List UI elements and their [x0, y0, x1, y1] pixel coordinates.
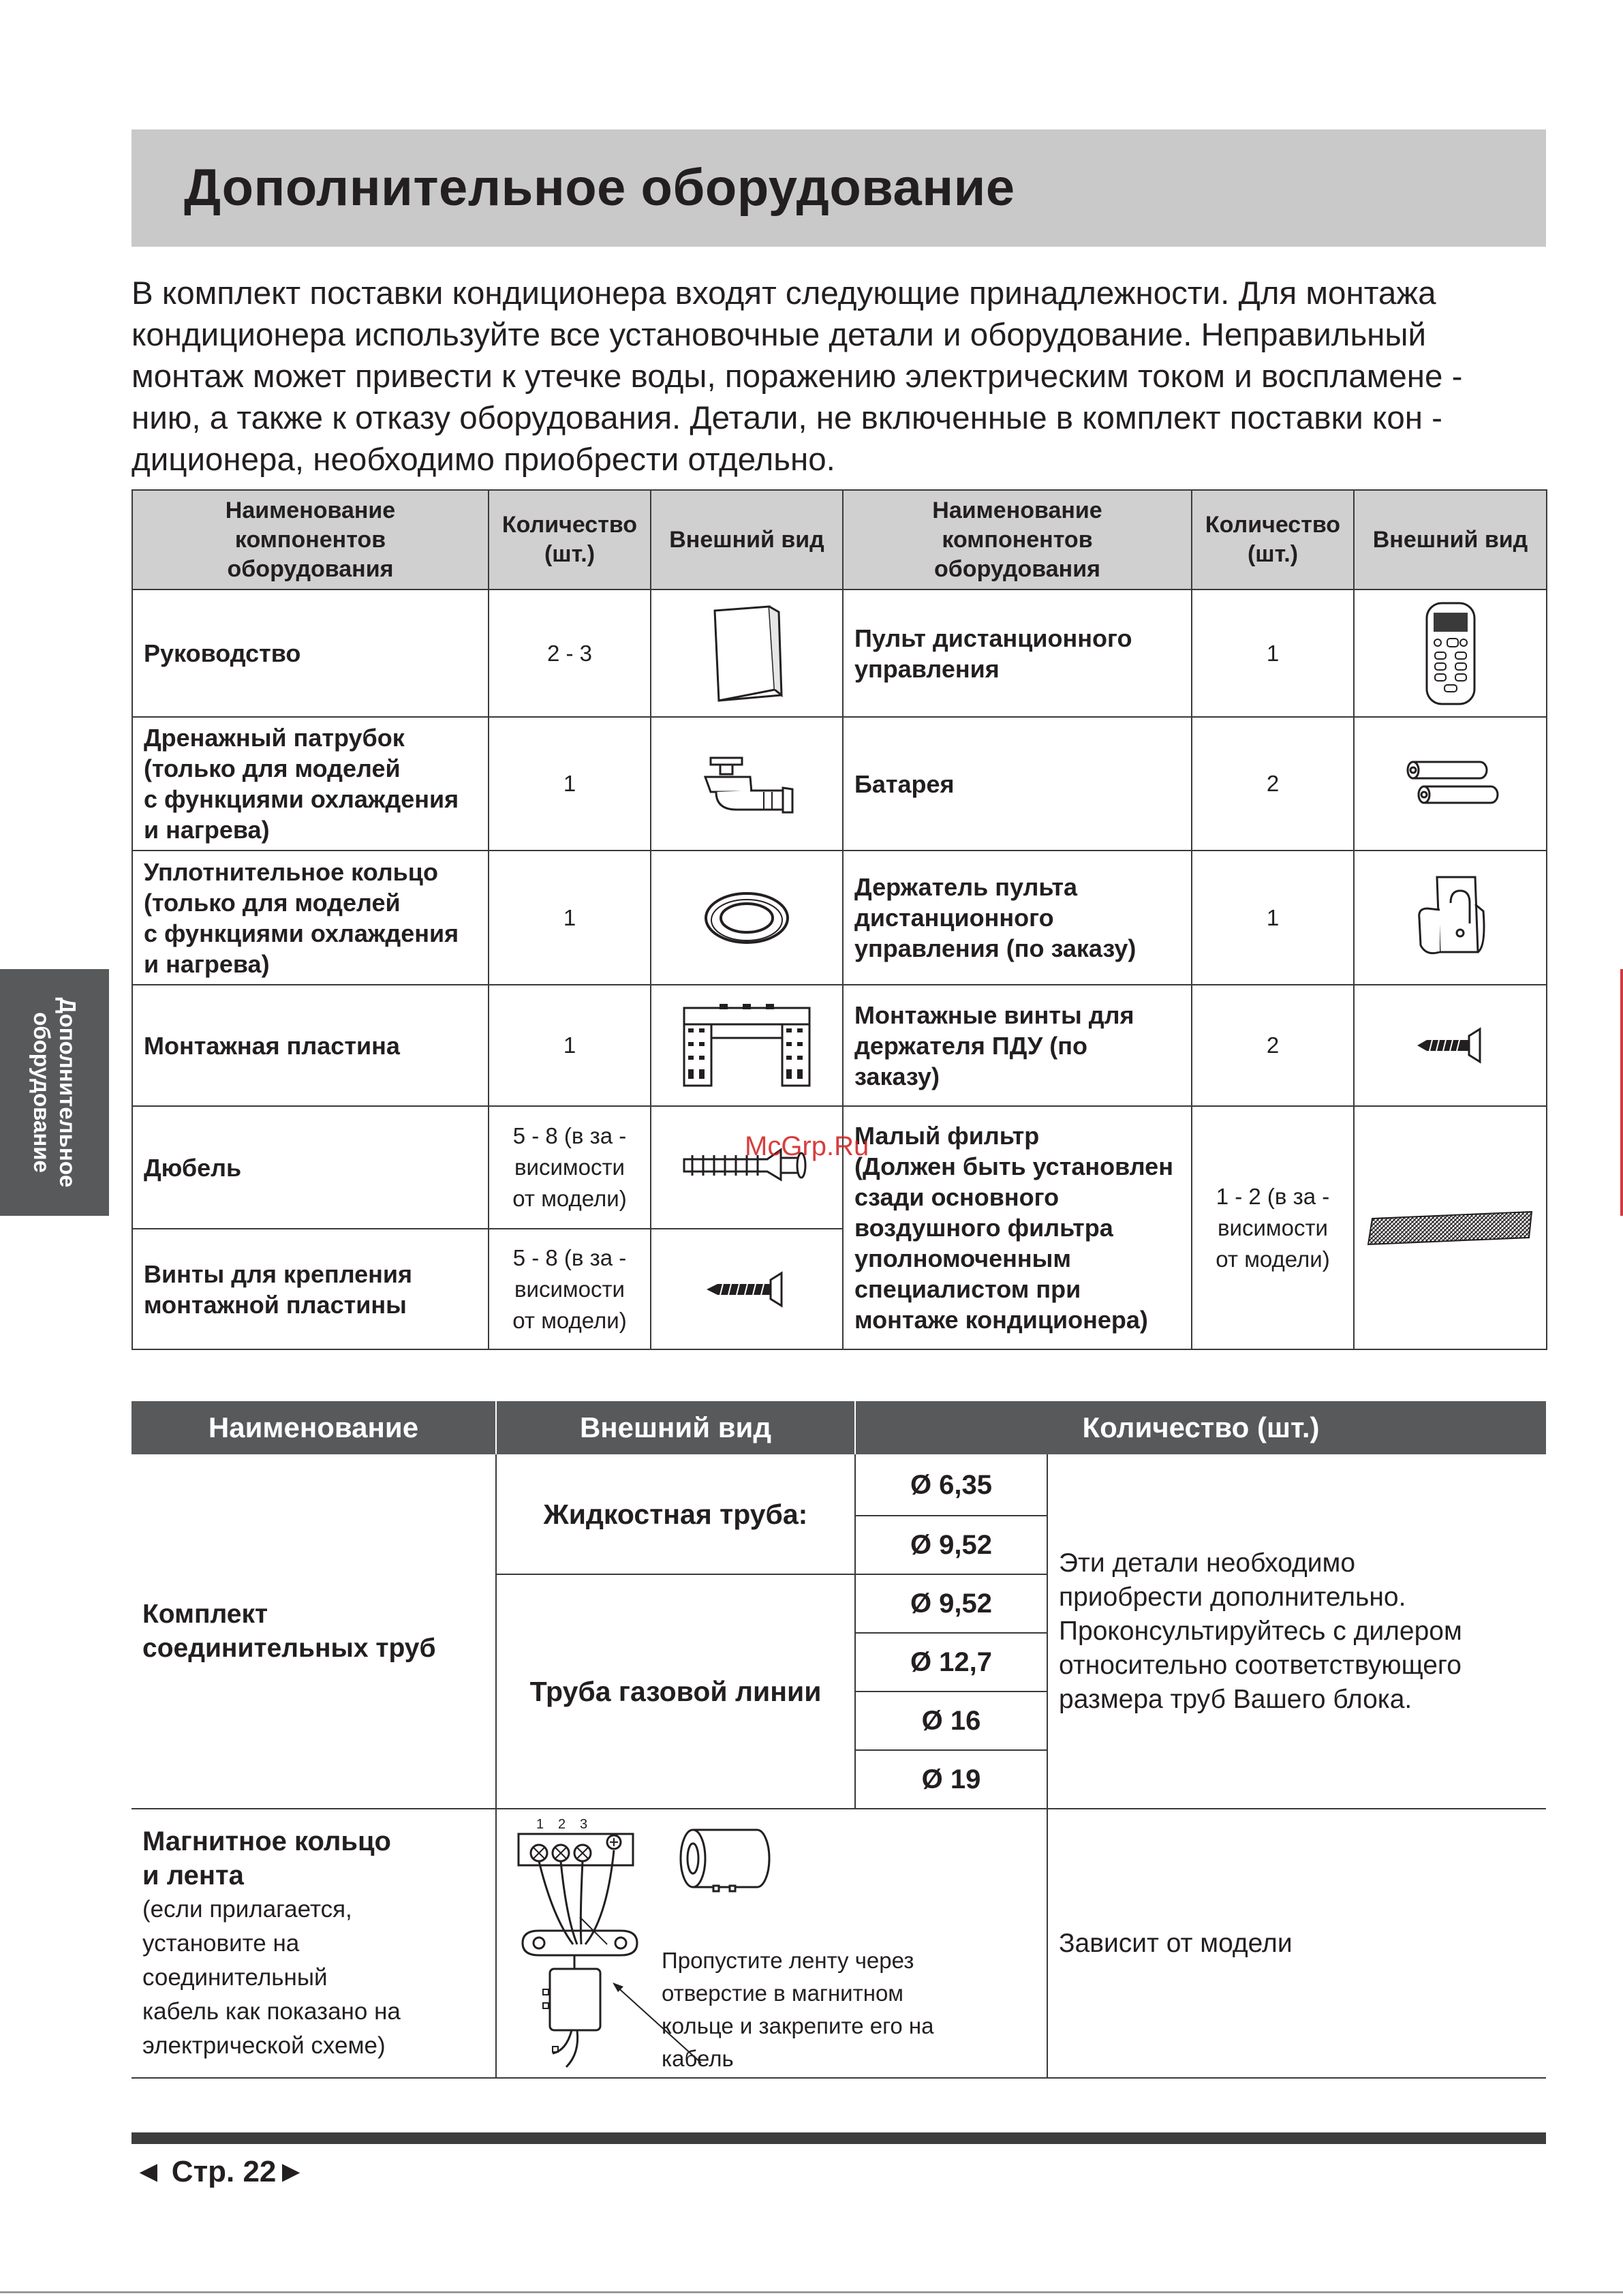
table-row — [132, 985, 1547, 1106]
pipe-size: Ø 16 — [855, 1692, 1047, 1750]
screw-icon — [651, 1229, 843, 1349]
batteries-icon — [1354, 717, 1547, 851]
pipe-kit-name: Комплект соединительных труб — [142, 1599, 436, 1663]
table-row — [132, 717, 1547, 851]
magnetic-ring-desc: (если прилагается, — [142, 1895, 352, 1923]
magnetic-ring-desc: установите на — [142, 1929, 300, 1957]
item-name: Монтажная пластина — [132, 985, 489, 1106]
item-name: Руководство — [132, 590, 489, 717]
magnetic-ring-cell — [132, 1809, 496, 2078]
item-qty: 1 — [489, 985, 651, 1106]
title-bar — [132, 129, 1546, 247]
mounting-plate-icon — [651, 985, 843, 1106]
magnetic-ring-illustration — [496, 1809, 1047, 2078]
table-header-row — [132, 490, 1547, 590]
edge-marker — [1620, 969, 1623, 1216]
header-look: Внешний вид — [496, 1401, 855, 1454]
item-name: Пульт дистанционного управления — [843, 590, 1192, 717]
terminal-label: 1 — [536, 1817, 544, 1832]
magnetic-ring-icon — [675, 1823, 784, 1898]
magnetic-ring-qty: Зависит от модели — [1047, 1809, 1546, 2078]
filter-strip-icon — [1354, 1106, 1547, 1349]
pipe-size: Ø 12,7 — [855, 1633, 1047, 1692]
side-tab-label: Дополнительное оборудование — [29, 997, 80, 1188]
liquid-pipe-label: Жидкостная труба: — [496, 1454, 855, 1574]
intro-line: диционера, необходимо приобрести отдельно. — [132, 442, 835, 478]
header-qty: Количество (шт.) — [489, 490, 651, 590]
footer-divider — [132, 2132, 1546, 2144]
header-name: Наименование компонентов оборудования — [843, 490, 1192, 590]
item-qty: 1 — [1192, 590, 1354, 717]
page-number — [134, 2155, 306, 2189]
wall-anchor-icon — [651, 1106, 843, 1229]
ring-hint — [662, 1944, 934, 2075]
pipe-size: Ø 19 — [855, 1750, 1047, 1809]
gas-pipe-label: Труба газовой линии — [496, 1574, 855, 1809]
page-label: Стр. 22 — [171, 2155, 277, 2188]
intro-line: монтаж может привести к утечке воды, поражению электрическим током и воспламене - — [132, 358, 1463, 395]
page-edge-line — [0, 2291, 1623, 2293]
item-name: Малый фильтр (Должен быть установлен сзади основного воздушного фильтра уполномоченным специалистом при монтаже кондиционера) — [843, 1106, 1192, 1349]
item-qty: 5 - 8 (в за - висимости от модели) — [489, 1106, 651, 1229]
pipe-size: Ø 6,35 — [855, 1454, 1047, 1516]
ring-hint-line: Пропустите ленту через — [662, 1948, 914, 1973]
item-qty: 2 — [1192, 985, 1354, 1106]
magnetic-ring-desc: соединительный — [142, 1963, 328, 1991]
table-row — [132, 590, 1547, 717]
manual-booklet-icon — [651, 590, 843, 717]
item-qty: 2 - 3 — [489, 590, 651, 717]
magnetic-ring-title: и лента — [142, 1860, 244, 1891]
header-name: Наименование — [132, 1401, 496, 1454]
intro-line: В комплект поставки кондиционера входят следующие принадлежности. Для монтажа — [132, 275, 1436, 311]
ring-hint-line: отверстие в магнитном — [662, 1980, 903, 2006]
drain-joint-icon — [651, 717, 843, 851]
table-header-row — [132, 1401, 1546, 1454]
remote-holder-icon — [1354, 851, 1547, 985]
item-qty: 1 — [489, 717, 651, 851]
ring-hint-line: кабель — [662, 2046, 734, 2071]
next-page-arrow-icon[interactable]: ► — [276, 2155, 306, 2188]
item-name: Дюбель — [132, 1106, 489, 1229]
header-qty: Количество (шт.) — [855, 1401, 1546, 1454]
header-name: Наименование компонентов оборудования — [132, 490, 489, 590]
prev-page-arrow-icon[interactable]: ◄ — [134, 2155, 164, 2188]
header-qty: Количество (шт.) — [1192, 490, 1354, 590]
item-name: Винты для крепления монтажной пластины — [132, 1229, 489, 1349]
item-name: Уплотнительное кольцо (только для моделей с функциями охлаждения и нагрева) — [132, 851, 489, 985]
item-qty: 5 - 8 (в за - висимости от модели) — [489, 1229, 651, 1349]
item-name: Батарея — [843, 717, 1192, 851]
magnetic-ring-desc: электрической схеме) — [142, 2032, 386, 2059]
terminal-label: 3 — [580, 1817, 588, 1832]
table-row — [132, 1809, 1546, 2078]
item-qty: 1 — [489, 851, 651, 985]
header-look: Внешний вид — [651, 490, 843, 590]
item-name: Монтажные винты для держателя ПДУ (по заказу) — [843, 985, 1192, 1106]
section-side-tab — [0, 969, 109, 1216]
accessories-table — [132, 489, 1547, 1350]
item-qty: 1 — [1192, 851, 1354, 985]
ring-hint-line: кольце и закрепите его на — [662, 2013, 934, 2038]
pipes-table — [132, 1401, 1546, 2079]
item-name: Держатель пульта дистанционного управления (по заказу) — [843, 851, 1192, 985]
pipe-size: Ø 9,52 — [855, 1574, 1047, 1633]
remote-control-icon — [1354, 590, 1547, 717]
item-qty: 1 - 2 (в за - висимости от модели) — [1192, 1106, 1354, 1349]
magnetic-ring-desc: кабель как показано на — [142, 1997, 401, 2025]
pipe-size: Ø 9,52 — [855, 1516, 1047, 1574]
seal-ring-icon — [651, 851, 843, 985]
table-row — [132, 1106, 1547, 1229]
item-qty: 2 — [1192, 717, 1354, 851]
intro-paragraph — [132, 273, 1556, 480]
magnetic-ring-title: Магнитное кольцо — [142, 1826, 391, 1856]
terminal-label: 2 — [558, 1817, 566, 1832]
watermark: McGrp.Ru — [745, 1131, 869, 1161]
table-row — [132, 1454, 1546, 1516]
item-name: Дренажный патрубок (только для моделей с функциями охлаждения и нагрева) — [132, 717, 489, 851]
intro-line: нию, а также к отказу оборудования. Детали, не включенные в комплект поставки кон - — [132, 400, 1443, 436]
page-title: Дополнительное оборудование — [184, 159, 1015, 217]
intro-line: кондиционера используйте все установочные детали и оборудование. Неправильный — [132, 317, 1427, 353]
screw-icon — [1354, 985, 1547, 1106]
pipe-kit-note: Эти детали необходимо приобрести дополнительно. Проконсультируйтесь с дилером относительно соответствующего размера труб Вашего блока. — [1047, 1454, 1546, 1809]
header-look: Внешний вид — [1354, 490, 1547, 590]
table-row — [132, 851, 1547, 985]
